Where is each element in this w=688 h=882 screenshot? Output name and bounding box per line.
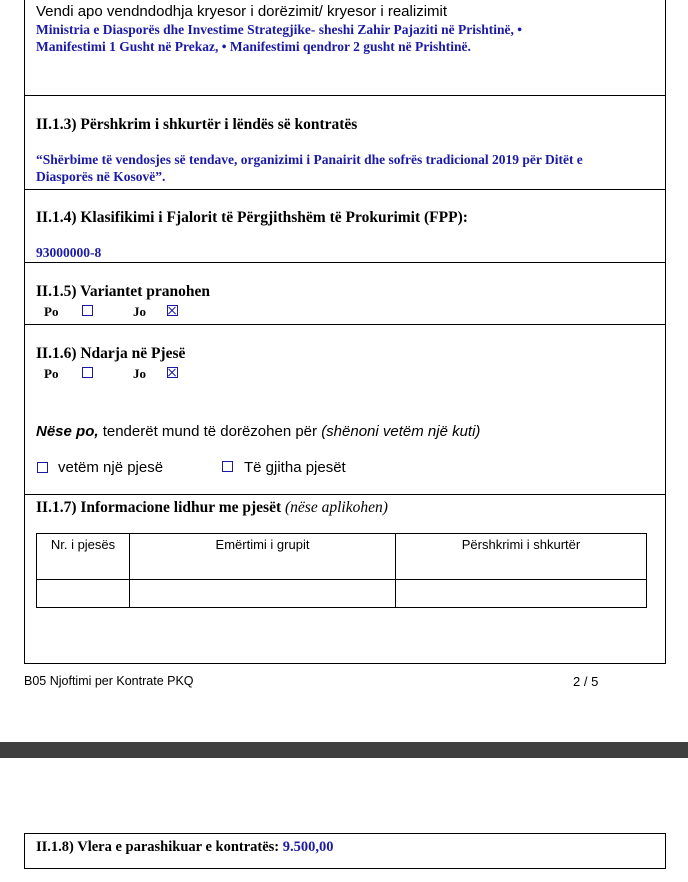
col-short-description: Përshkrimi i shkurtër [396,534,647,580]
all-lots-checkbox[interactable] [222,461,233,472]
section-heading-114: II.1.4) Klasifikimi i Fjalorit të Përgjithshëm të Prokurimit (FPP): [36,209,468,226]
note-italic-text: (shënoni vetëm një kuti) [321,423,481,440]
lots-jo-checkbox-checked[interactable] [167,367,178,378]
section-heading-113: II.1.3) Përshkrim i shkurtër i lëndës së kontratës [36,116,358,133]
divider [24,262,666,263]
one-lot-checkbox[interactable] [37,462,48,473]
page-separator [0,742,688,758]
lots-jo-label: Jo [133,366,146,381]
section-heading-117 [36,499,388,517]
lots-po-checkbox[interactable] [82,367,93,378]
note-text: tenderët mund të dorëzohen për [98,423,322,440]
footer-page-number: 2 / 5 [573,674,599,689]
table-cell [130,580,396,608]
section-heading-115: II.1.5) Variantet pranohen [36,283,210,300]
table-header-row [37,534,647,580]
variants-jo-checkbox-checked[interactable] [167,305,178,316]
variants-po-checkbox[interactable] [82,305,93,316]
divider [24,95,666,96]
divider [24,494,666,495]
note-bold-text: Nëse po, [36,423,99,440]
divider [24,324,666,325]
footer-form-id: B05 Njoftimi per Kontrate PKQ [24,674,194,688]
heading-117-note: (nëse aplikohen) [281,499,388,516]
venue-line-2: Manifestimi 1 Gusht në Prekaz, • Manifestimi qendror 2 gusht në Prishtinë. [36,39,471,54]
venue-label: Vendi apo vendndodhja kryesor i dorëzimit/ kryesor i realizimit [36,3,448,20]
divider [24,189,666,190]
document-page-3 [0,758,688,882]
estimated-value-line [36,839,334,856]
table-row [37,580,647,608]
table-cell [37,580,130,608]
lots-submission-note [36,423,480,440]
cpv-code: 93000000-8 [36,245,102,260]
variants-jo-label: Jo [133,304,146,319]
contract-description-line-2: Diasporës në Kosovë”. [36,169,166,184]
venue-line-1: Ministria e Diasporës dhe Investime Strategjike- sheshi Zahir Pajaziti në Prishtinë, • [36,22,522,37]
col-lot-number: Nr. i pjesës [37,534,130,580]
section-heading-116: II.1.6) Ndarja në Pjesë [36,345,186,362]
heading-117-bold: II.1.7) Informacione lidhur me pjesët [36,499,282,516]
one-lot-label: vetëm një pjesë [58,459,164,476]
estimated-value-label: II.1.8) Vlera e parashikuar e kontratës: [36,839,283,855]
col-group-name: Emërtimi i grupit [130,534,396,580]
lots-po-label: Po [44,366,59,381]
estimated-value-amount: 9.500,00 [282,839,334,855]
table-cell [396,580,647,608]
contract-description-line-1: “Shërbime të vendosjes së tendave, organizimi i Panairit dhe sofrës tradicional 2019 për Ditët e [36,152,583,167]
all-lots-label: Të gjitha pjesët [244,459,346,476]
variants-po-label: Po [44,304,59,319]
lots-table [36,533,647,608]
